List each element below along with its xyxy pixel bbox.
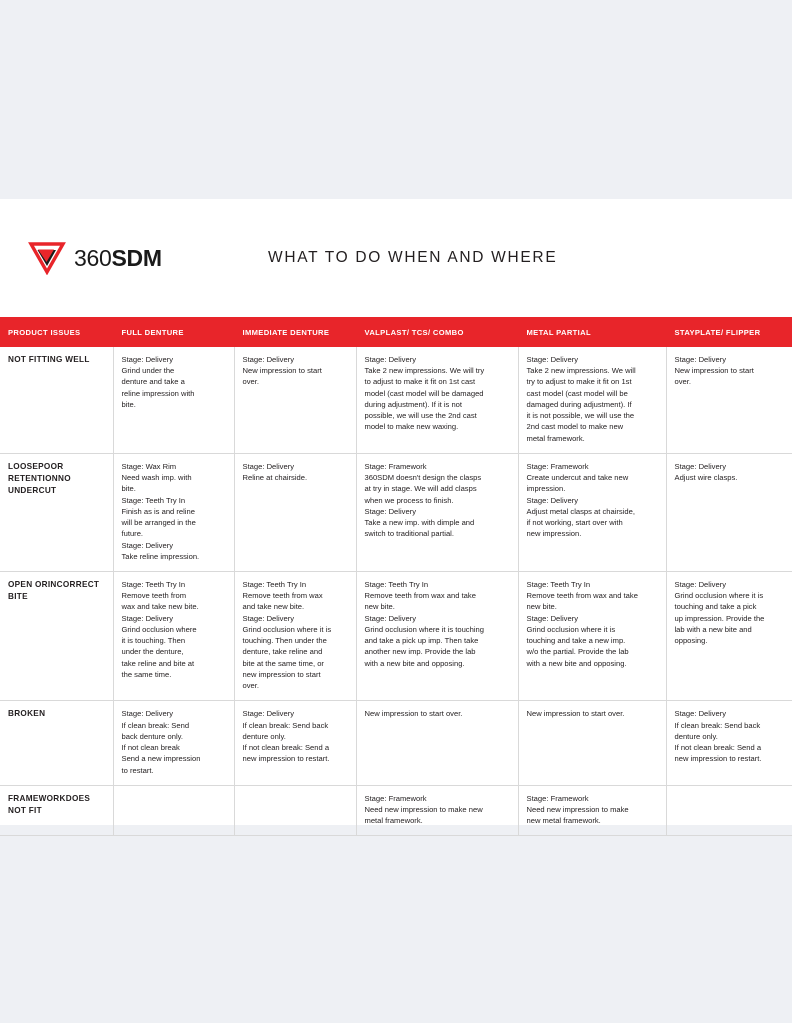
cell-line: denture and take a [121,377,185,387]
table-body [0,347,792,836]
cell-line: Adjust wire clasps. [674,473,738,483]
cell-line: If clean break: Send back [242,720,329,730]
table-cell [518,453,666,571]
cell-line: Stage: Delivery [242,709,294,719]
column-header-full-denture: FULL DENTURE [113,318,234,347]
cell-line: Need wash imp. with [121,473,192,483]
cell-line: Create undercut and take new [526,473,629,483]
cell-line: model to make new waxing. [364,422,459,432]
cell-line: Stage: Framework [364,461,427,471]
cell-line: Stage: Delivery [674,579,726,589]
cell-line: Grind occlusion where it is touching [364,624,484,634]
cell-line: Grind occlusion where it is [526,624,616,634]
cell-line: Stage: Delivery [526,355,578,364]
cell-line: Stage: Wax Rim [121,461,177,471]
cell-line: it is not possible, we will use the [526,411,635,421]
cell-line: cast model (cast model will be [526,388,628,398]
column-header-immediate-denture: IMMEDIATE DENTURE [234,318,356,347]
cell-line: will be arranged in the [121,518,196,528]
cell-line: touching and take a pick [674,602,757,612]
table-cell [234,701,356,785]
cell-line: new bite. [364,602,395,612]
row-header-issue [0,701,113,785]
cell-line: opposing. [674,636,708,646]
row-header-line: NOT FITTING WELL [8,355,90,364]
cell-line: denture only. [242,731,286,741]
cell-line: new impression to start [242,669,321,679]
table-cell [356,347,518,454]
cell-line: Grind occlusion where it is [242,624,332,634]
cell-line: Send a new impression [121,754,201,764]
cell-line: Grind occlusion where [121,624,197,634]
cell-line: Stage: Teeth Try In [526,579,591,589]
cell-line: Stage: Delivery [364,506,416,516]
table-cell [234,785,356,836]
table-row [0,571,792,700]
row-header-line: DOES NOT FIT [8,793,91,815]
cell-line: to adjust to make it fit on 1st cast [364,377,476,387]
cell-line: future. [121,529,144,539]
table-cell [356,701,518,785]
table-cell [234,453,356,571]
table-cell [113,347,234,454]
cell-line: metal framework. [526,433,585,443]
cell-line: Stage: Delivery [526,495,578,505]
column-header-product-issues: PRODUCT ISSUES [0,318,113,347]
cell-line: Need new impression to make new [364,804,483,814]
cell-line: back denture only. [121,731,183,741]
cell-line: over. [242,681,259,691]
table-cell [666,453,792,571]
table-cell [113,453,234,571]
cell-line: another new imp. Provide the lab [364,647,476,657]
cell-line: Stage: Delivery [242,461,294,471]
table-cell [113,785,234,836]
cell-line: New impression to start over. [526,709,625,719]
cell-line: Stage: Teeth Try In [242,579,307,589]
cell-line: it is touching. Then [121,636,186,646]
table-cell [518,701,666,785]
cell-line: when we process to finish. [364,495,454,505]
table-cell [518,347,666,454]
cell-line: Grind occlusion where it is [674,591,764,601]
cell-line: with a new bite and opposing. [364,658,465,668]
cell-line: new bite. [526,602,557,612]
cell-line: Stage: Delivery [242,355,294,364]
cell-line: If clean break: Send back [674,720,761,730]
cell-line: and take new bite. [242,602,305,612]
row-header-issue [0,347,113,454]
cell-line: Stage: Delivery [364,613,416,623]
cell-line: Adjust metal clasps at chairside, [526,506,635,516]
cell-line: Take a new imp. with dimple and [364,518,475,528]
row-header-line: OPEN OR [8,579,48,589]
row-header-issue [0,785,113,836]
cell-line: impression. [526,484,566,494]
cell-line: Take reline impression. [121,551,200,561]
cell-line: take reline and bite at [121,658,195,668]
cell-line: New impression to start [242,366,322,376]
cell-line: wax and take new bite. [121,602,199,612]
table-cell [666,571,792,700]
cell-line: denture only. [674,731,718,741]
cell-line: Reline at chairside. [242,473,308,483]
cell-line: switch to traditional partial. [364,529,454,539]
cell-line: lab with a new bite and [674,624,752,634]
cell-line: New impression to start [674,366,754,376]
brand-name-prefix: 360 [74,244,112,271]
cell-line: Take 2 new impressions. We will try [364,366,485,376]
triangle-arrow-logo-icon [28,241,66,275]
row-header-line: LOOSE [8,461,39,471]
table-cell [113,571,234,700]
table-row [0,347,792,454]
cell-line: up impression. Provide the [674,613,765,623]
cell-line: during adjustment). If it is not [364,399,462,409]
cell-line: Stage: Framework [364,793,427,803]
brand-name-suffix: SDM [111,244,162,271]
cell-line: If not clean break: Send a [242,743,330,753]
cell-line: Stage: Delivery [121,709,173,719]
cell-line: Grind under the [121,366,175,376]
cell-line: touching. Then under the [242,636,327,646]
table-cell [666,701,792,785]
table-cell [666,347,792,454]
cell-line: If not clean break: Send a [674,743,762,753]
cell-line: try to adjust to make it fit on 1st [526,377,632,387]
cell-line: Stage: Delivery [121,355,173,364]
cell-line: at try in stage. We will add clasps [364,484,477,494]
table-cell [234,347,356,454]
row-header-line: FRAMEWORK [8,793,66,803]
cell-line: Stage: Delivery [674,461,726,471]
cell-line: bite. [121,399,136,409]
cell-line: Remove teeth from wax and take [526,591,638,601]
table-cell [518,785,666,836]
table-cell [113,701,234,785]
cell-line: Take 2 new impressions. We will [526,366,636,376]
cell-line: model (cast model will be damaged [364,388,484,398]
cell-line: Remove teeth from [121,591,187,601]
what-to-do-matrix [0,317,792,836]
cell-line: If not clean break [121,743,180,753]
cell-line: over. [674,377,691,387]
cell-line: Finish as is and reline [121,506,195,516]
cell-line: new impression to restart. [242,754,330,764]
cell-line: new metal framework. [526,816,601,826]
cell-line: Stage: Delivery [242,613,294,623]
cell-line: New impression to start over. [364,709,463,719]
table-row [0,701,792,785]
row-header-issue [0,571,113,700]
cell-line: Stage: Delivery [674,709,726,719]
page-title: WHAT TO DO WHEN AND WHERE [268,249,558,266]
cell-line: 360SDM doesn't design the clasps [364,473,482,483]
cell-line: denture, take reline and [242,647,323,657]
cell-line: Stage: Teeth Try In [121,495,186,505]
cell-line: under the denture, [121,647,184,657]
cell-line: possible, we will use the 2nd cast [364,411,477,421]
cell-line: Stage: Delivery [526,613,578,623]
table-cell [234,571,356,700]
cell-line: Stage: Delivery [364,355,416,364]
cell-line: and take a pick up imp. Then take [364,636,479,646]
brand-logo [28,241,238,275]
cell-line: new impression to restart. [674,754,762,764]
cell-line: touching and take a new imp. [526,636,626,646]
row-header-issue [0,453,113,571]
table-cell [518,571,666,700]
row-header-line: INCORRECT BITE [8,579,100,601]
row-header-line: NO UNDERCUT [8,473,71,495]
cell-line: Remove teeth from wax [242,591,323,601]
column-header-metal-partial: METAL PARTIAL [518,318,666,347]
cell-line: Stage: Delivery [674,355,726,364]
cell-line: Stage: Delivery [121,540,173,550]
row-header-line: POOR RETENTION [8,461,64,483]
brand-name [74,245,162,272]
cell-line: metal framework. [364,816,423,826]
cell-line: bite. [121,484,136,494]
cell-line: 2nd cast model to make new [526,422,624,432]
table-row [0,453,792,571]
cell-line: damaged during adjustment). If [526,399,632,409]
document-header [0,199,792,317]
cell-line: Stage: Teeth Try In [121,579,186,589]
cell-line: if not working, start over with [526,518,623,528]
cell-line: to restart. [121,765,154,775]
cell-line: with a new bite and opposing. [526,658,627,668]
table-cell [356,453,518,571]
table-row [0,785,792,836]
cell-line: Stage: Framework [526,461,589,471]
column-header-valplast-tcs-combo: VALPLAST/ TCS/ COMBO [356,318,518,347]
table-header-row [0,318,792,347]
table-cell [356,785,518,836]
table-cell [666,785,792,836]
table-cell [356,571,518,700]
cell-line: Stage: Teeth Try In [364,579,429,589]
cell-line: Need new impression to make [526,804,629,814]
cell-line: over. [242,377,259,387]
cell-line: If clean break: Send [121,720,190,730]
cell-line: Stage: Framework [526,793,589,803]
cell-line: w/o the partial. Provide the lab [526,647,629,657]
document-page [0,199,792,825]
cell-line: new impression. [526,529,582,539]
cell-line: the same time. [121,669,172,679]
cell-line: Stage: Delivery [121,613,173,623]
cell-line: Remove teeth from wax and take [364,591,476,601]
row-header-line: BROKEN [8,709,46,719]
column-header-stayplate-flipper: STAYPLATE/ FLIPPER [666,318,792,347]
cell-line: bite at the same time, or [242,658,324,668]
cell-line: reline impression with [121,388,195,398]
